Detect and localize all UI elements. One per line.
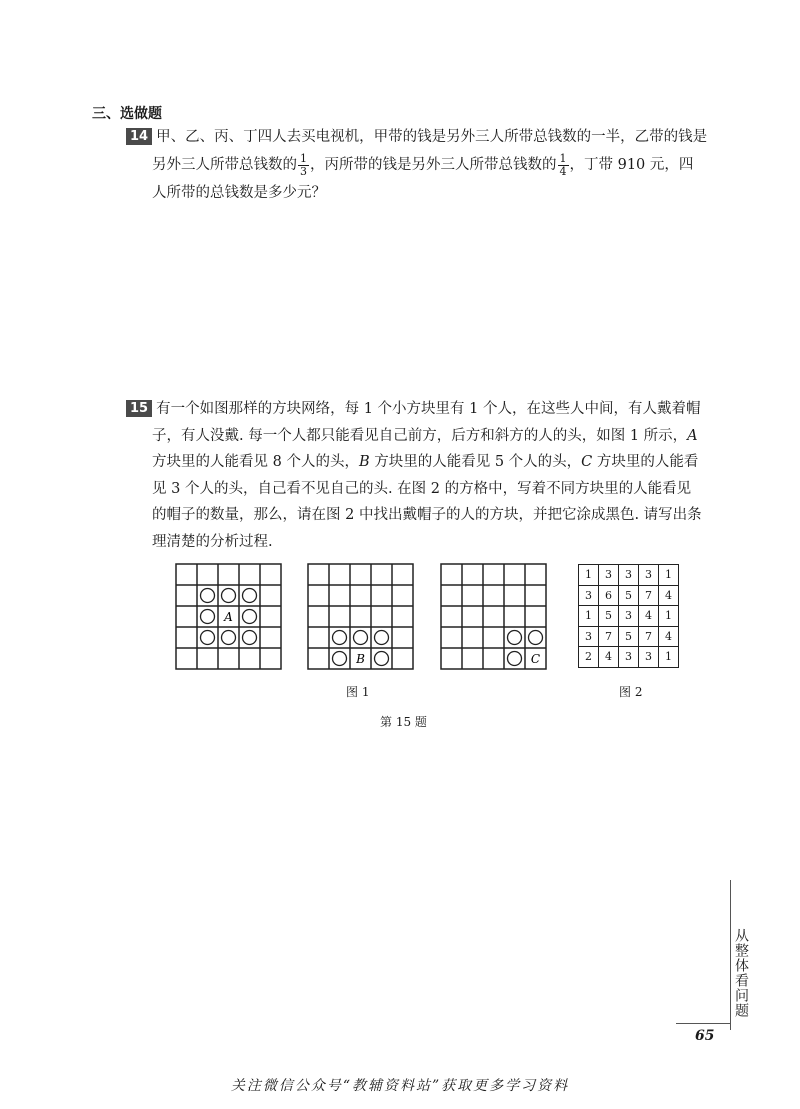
q15-line1: 有一个如图那样的方块网络，每 1 个小方块里有 1 个人，在这些人中间，有人戴着帽 — [156, 401, 701, 417]
grid-cell: 4 — [659, 585, 679, 606]
grid-row — [579, 626, 679, 647]
figure2-caption: 图 2 — [619, 685, 643, 699]
figure1-grid-a — [175, 563, 283, 671]
grid-cell: 1 — [659, 606, 679, 627]
grid-cell: 3 — [579, 626, 599, 647]
hat-circle — [508, 631, 522, 645]
grid-cell: 7 — [599, 626, 619, 647]
q15-line3b: 方块里的人能看见 5 个人的头， — [369, 454, 582, 470]
q14-line2c: ，丁带 910 元，四 — [569, 157, 694, 173]
q15-label-b: B — [358, 454, 370, 470]
grid-cell: 3 — [639, 647, 659, 668]
grid-cell: 1 — [659, 565, 679, 586]
hat-circle — [243, 631, 257, 645]
grid-cell: 1 — [659, 647, 679, 668]
hat-circle — [222, 589, 236, 603]
hat-circle — [222, 631, 236, 645]
figure1-grid-b — [307, 563, 415, 671]
hat-circle — [333, 652, 347, 666]
grid-cell: 1 — [579, 606, 599, 627]
grid-cell: 3 — [619, 647, 639, 668]
hat-circle — [201, 589, 215, 603]
hat-circle — [508, 652, 522, 666]
fraction-one-third: $\frac{1}{3}$ — [300, 151, 307, 178]
cell-label-a: A — [224, 610, 233, 624]
grid-cell: 5 — [599, 606, 619, 627]
footer-note: 关注微信公众号“教辅资料站”获取更多学习资料 — [230, 1078, 570, 1094]
grid-cell: 4 — [639, 606, 659, 627]
grid-cell: 2 — [579, 647, 599, 668]
q14-line2a: 另外三人所带总钱数的 — [152, 157, 297, 173]
fraction-one-quarter: $\frac{1}{4}$ — [559, 151, 567, 178]
question-14 — [126, 123, 726, 207]
q14-line3: 人所带的总钱数是多少元？ — [152, 185, 326, 201]
hat-circle — [243, 589, 257, 603]
q15-label-c: C — [581, 454, 593, 470]
grid-cell: 7 — [639, 585, 659, 606]
q14-line2b: ，丙所带的钱是另外三人所带总钱数的 — [310, 157, 557, 173]
grid-cell: 4 — [599, 647, 619, 668]
grid-cell: 5 — [619, 626, 639, 647]
side-tab-text: 从整体看问题 — [733, 928, 749, 1018]
page-divider — [676, 1023, 730, 1024]
question-number-15: 15 — [126, 400, 152, 417]
hat-circle — [354, 631, 368, 645]
hat-circle — [529, 631, 543, 645]
hat-circle — [243, 610, 257, 624]
grid-row — [579, 585, 679, 606]
page-number: 65 — [695, 1028, 715, 1044]
cell-label-c: C — [530, 652, 541, 666]
figure1-grid-c — [440, 563, 548, 671]
figure2-number-grid — [578, 564, 679, 668]
section-title: 三、选做题 — [92, 106, 162, 122]
q15-line2: 子，有人没戴. 每一个人都只能看见自己前方，后方和斜方的人的头，如图 1 所示， — [152, 427, 688, 444]
grid-cell: 1 — [579, 565, 599, 586]
q15-label-a: A — [687, 427, 698, 444]
problem-caption: 第 15 题 — [380, 715, 427, 729]
question-15 — [126, 396, 726, 555]
figure1-caption: 图 1 — [346, 685, 370, 699]
grid-cell: 3 — [619, 565, 639, 586]
q15-line3c: 方块里的人能看 — [592, 454, 699, 470]
q15-line5: 的帽子的数量，那么，请在图 2 中找出戴帽子的人的方块，并把它涂成黑色. 请写出条 — [152, 507, 702, 523]
grid-cell: 3 — [579, 585, 599, 606]
hat-circle — [333, 631, 347, 645]
grid-row — [579, 647, 679, 668]
q15-line6: 理清楚的分析过程. — [152, 533, 273, 550]
hat-circle — [201, 610, 215, 624]
grid-row — [579, 606, 679, 627]
q15-line3a: 方块里的人能看见 8 个人的头， — [152, 454, 359, 470]
grid-cell: 3 — [639, 565, 659, 586]
grid-cell: 3 — [599, 565, 619, 586]
grid-cell: 3 — [619, 606, 639, 627]
question-number-14: 14 — [126, 128, 152, 145]
hat-circle — [375, 652, 389, 666]
cell-label-b: B — [356, 652, 365, 666]
grid-cell: 4 — [659, 626, 679, 647]
q14-line1: 甲、乙、丙、丁四人去买电视机，甲带的钱是另外三人所带总钱数的一半，乙带的钱是 — [156, 129, 708, 145]
hat-circle — [201, 631, 215, 645]
grid-cell: 6 — [599, 585, 619, 606]
grid-row — [579, 565, 679, 586]
grid-cell: 7 — [639, 626, 659, 647]
q15-line4: 见 3 个人的头，自己看不见自己的头. 在图 2 的方格中，写着不同方块里的人能看见 — [152, 480, 692, 497]
hat-circle — [375, 631, 389, 645]
grid-cell: 5 — [619, 585, 639, 606]
